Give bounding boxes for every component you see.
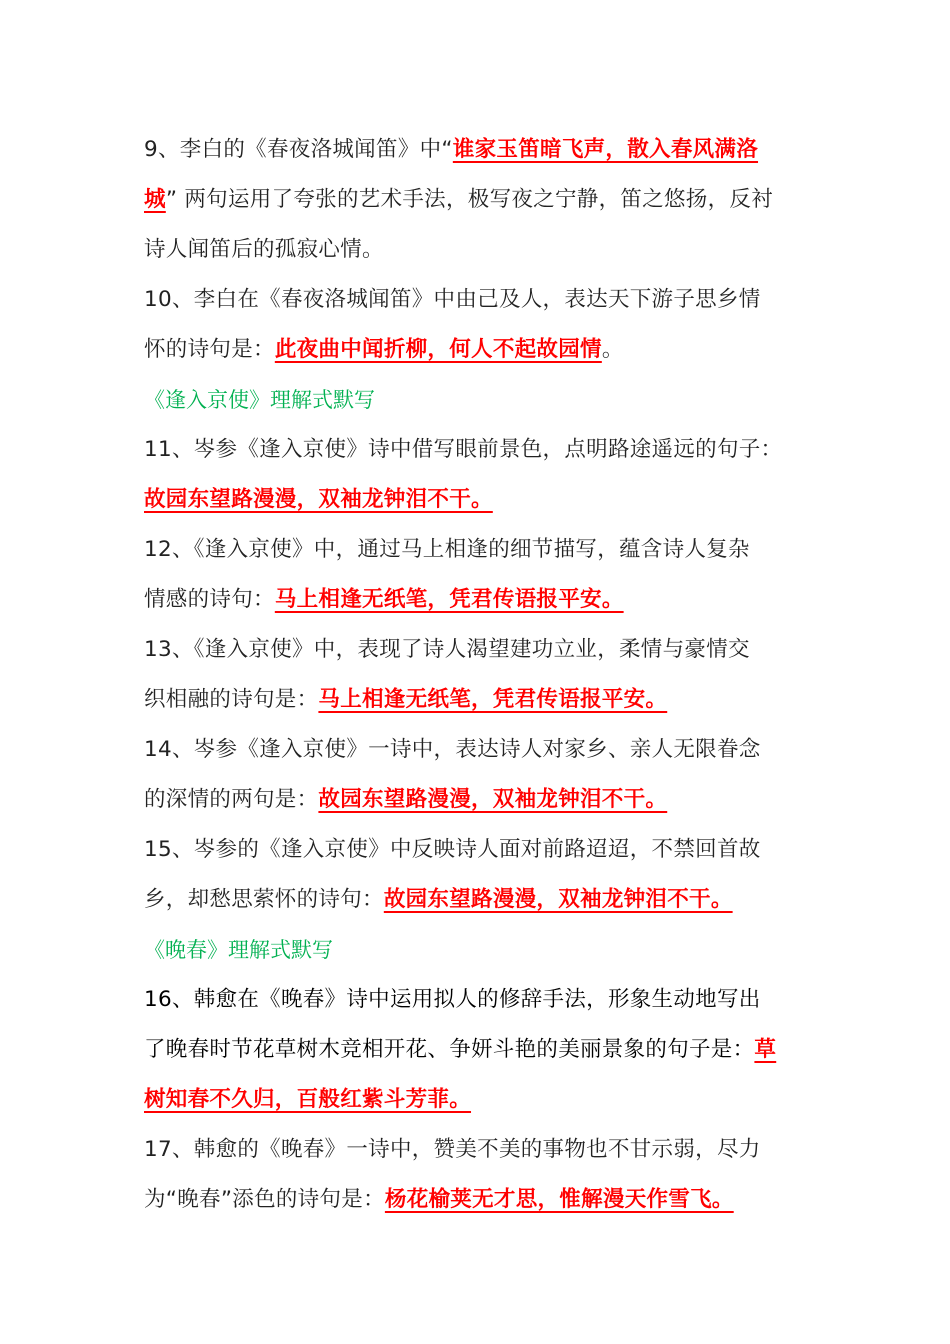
question-text: 17、韩愈的《晚春》一诗中，赞美不美的事物也不甘示弱，尽力: [144, 1137, 761, 1162]
text-line: [144, 275, 810, 325]
answer-text: 故园东望路漫漫，双袖龙钟泪不干。: [383, 887, 733, 912]
question-text: 9、李白的《春夜洛城闻笛》中“: [144, 137, 453, 162]
question-item: [144, 125, 810, 275]
question-text: 10、李白在《春夜洛城闻笛》中由己及人，表达天下游子思乡情: [144, 287, 761, 312]
question-text: 13、《逢入京使》中，表现了诗人渴望建功立业，柔情与豪情交: [144, 637, 750, 662]
text-line: [144, 475, 810, 525]
answer-text: 故园东望路漫漫，双袖龙钟泪不干。: [318, 787, 668, 812]
question-text: 情感的诗句：: [144, 587, 275, 612]
text-line: [144, 525, 810, 575]
question-text: 怀的诗句是：: [144, 337, 275, 362]
answer-text: 马上相逢无纸笔，凭君传语报平安。: [318, 687, 668, 712]
question-item: [144, 425, 810, 525]
answer-text: 马上相逢无纸笔，凭君传语报平安。: [274, 587, 624, 612]
answer-text: 故园东望路漫漫，双袖龙钟泪不干。: [144, 487, 493, 512]
question-item: [144, 525, 810, 625]
text-line: [144, 175, 810, 225]
text-line: [144, 675, 810, 725]
section-heading: 《逢入京使》理解式默写: [144, 388, 375, 412]
question-item: [144, 975, 810, 1125]
question-text: 12、《逢入京使》中，通过马上相逢的细节描写，蕴含诗人复杂: [144, 537, 750, 562]
section-heading: 《晚春》理解式默写: [144, 938, 333, 962]
answer-text: 草: [754, 1037, 777, 1062]
question-text: 为“晚春”添色的诗句是：: [144, 1187, 385, 1212]
question-text: ” 两句运用了夸张的艺术手法，极写夜之宁静，笛之悠扬，反衬: [165, 187, 773, 212]
question-text: 了晚春时节花草树木竞相开花、争妍斗艳的美丽景象的句子是：: [144, 1037, 755, 1062]
text-line: [144, 1075, 810, 1125]
text-line: [144, 775, 810, 825]
question-text: 织相融的诗句是：: [144, 687, 319, 712]
question-item: [144, 825, 810, 925]
text-line: [144, 975, 810, 1025]
question-text: 。: [601, 337, 624, 362]
question-text: 15、岑参的《逢入京使》中反映诗人面对前路迢迢，不禁回首故: [144, 837, 761, 862]
text-line: [144, 1175, 810, 1225]
question-text: 14、岑参《逢入京使》一诗中，表达诗人对家乡、亲人无限眷念: [144, 737, 761, 762]
question-text: 诗人闻笛后的孤寂心情。: [144, 237, 384, 262]
question-item: [144, 725, 810, 825]
answer-text: 城: [144, 187, 166, 212]
text-line: [144, 825, 810, 875]
text-line: [144, 575, 810, 625]
answer-text: 此夜曲中闻折柳，何人不起故园情: [274, 337, 602, 362]
question-item: [144, 625, 810, 725]
question-text: 的深情的两句是：: [144, 787, 319, 812]
text-line: [144, 325, 810, 375]
answer-text: 谁家玉笛暗飞声，散入春风满洛: [452, 137, 759, 162]
question-item: [144, 275, 810, 375]
question-text: 乡，却愁思萦怀的诗句：: [144, 887, 384, 912]
text-line: [144, 1025, 810, 1075]
text-line: [144, 875, 810, 925]
answer-text: 树知春不久归，百般红紫斗芳菲。: [144, 1087, 472, 1112]
text-line: [144, 1125, 810, 1175]
text-line: [144, 725, 810, 775]
text-line: [144, 425, 810, 475]
question-item: [144, 1125, 810, 1225]
question-text: 16、韩愈在《晚春》诗中运用拟人的修辞手法，形象生动地写出: [144, 987, 761, 1012]
text-line: [144, 225, 810, 275]
text-line: [144, 625, 810, 675]
text-line: [144, 125, 810, 175]
question-text: 11、岑参《逢入京使》诗中借写眼前景色，点明路途遥远的句子：: [144, 437, 783, 462]
answer-text: 杨花榆荚无才思，惟解漫天作雪飞。: [384, 1187, 734, 1212]
document-body: [144, 125, 810, 1225]
